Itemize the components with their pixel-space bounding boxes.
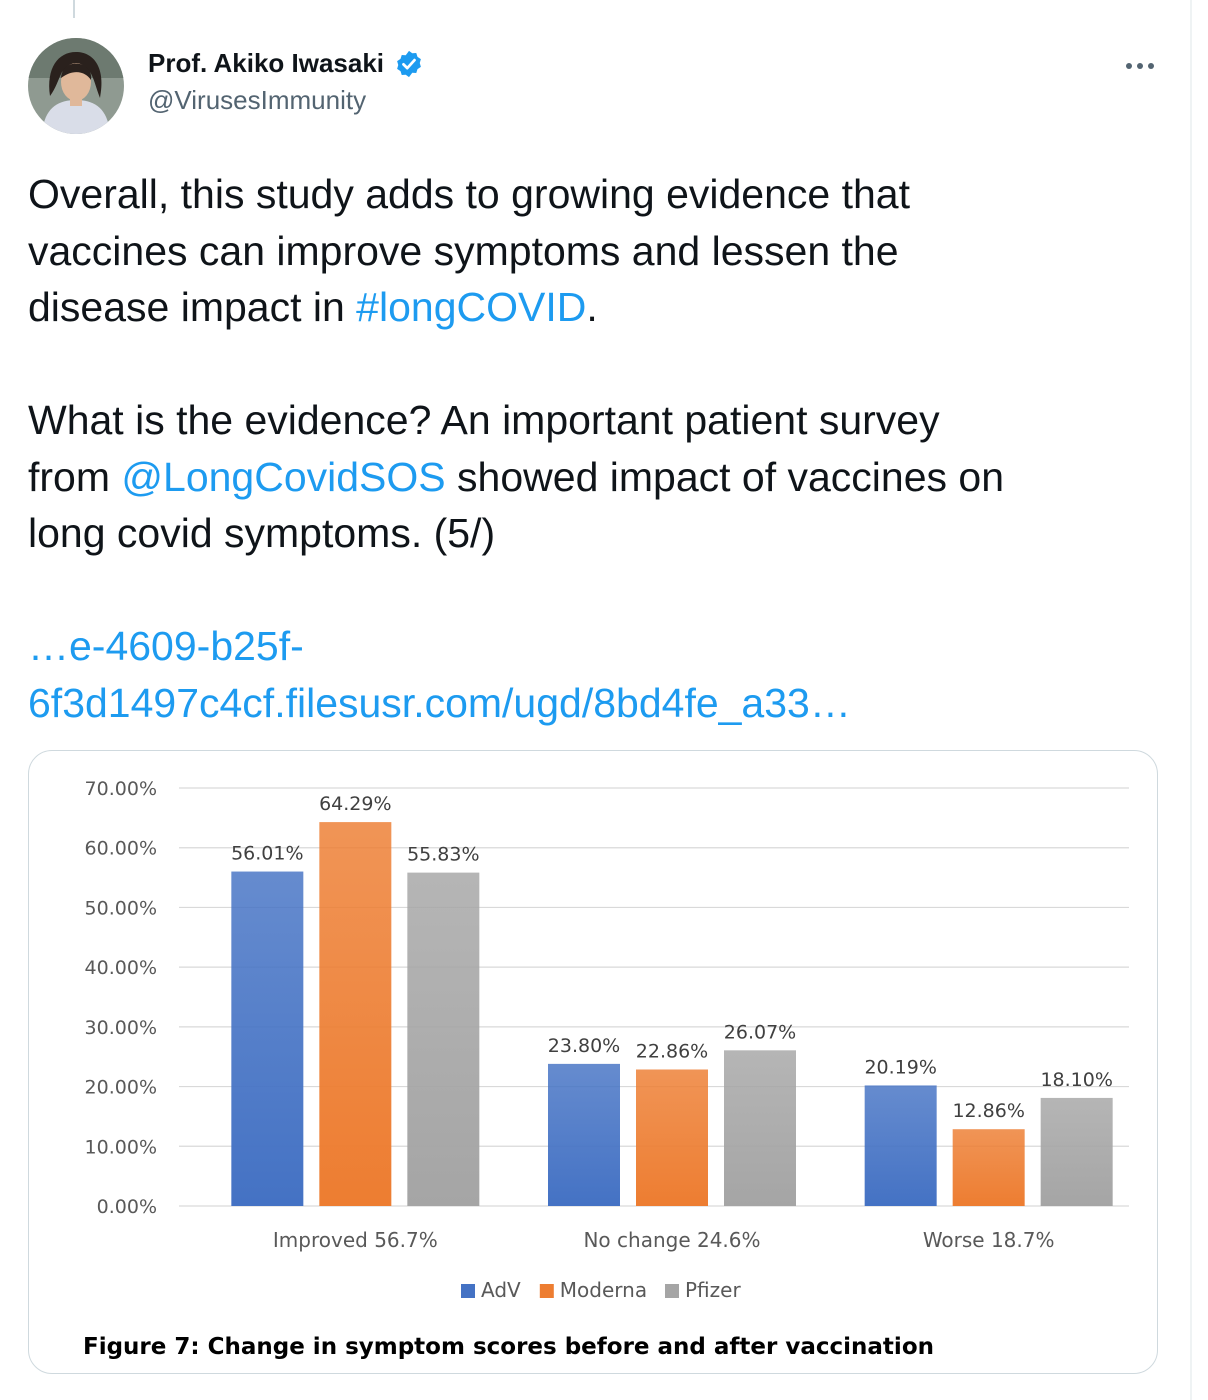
bar-moderna-2 xyxy=(953,1129,1025,1206)
column-divider xyxy=(1190,0,1192,1400)
hashtag-link[interactable]: #longCOVID xyxy=(356,284,587,330)
data-label: 55.83% xyxy=(407,843,480,866)
data-label: 20.19% xyxy=(864,1056,937,1079)
paragraph-gap xyxy=(28,562,1168,619)
x-category-label: Improved 56.7% xyxy=(272,1228,438,1252)
data-label: 23.80% xyxy=(547,1034,621,1057)
bar-moderna-1 xyxy=(636,1069,708,1206)
legend-swatch-moderna xyxy=(540,1284,554,1298)
legend-label: AdV xyxy=(481,1278,521,1302)
y-tick-label: 0.00% xyxy=(96,1196,157,1218)
x-category-label: No change 24.6% xyxy=(583,1228,761,1252)
text-span: showed impact of vaccines on long covid symptoms. (5/) xyxy=(28,453,1005,556)
bar-moderna-0 xyxy=(319,822,391,1206)
bar-adv-0 xyxy=(231,872,303,1206)
y-tick-label: 60.00% xyxy=(84,837,157,860)
data-label: 12.86% xyxy=(952,1100,1025,1123)
data-label: 18.10% xyxy=(1040,1068,1113,1091)
y-tick-label: 30.00% xyxy=(84,1016,157,1039)
text-span: What is the evidence? An important patient survey from xyxy=(28,397,940,500)
author-handle[interactable]: @VirusesImmunity xyxy=(148,85,367,115)
legend-swatch-adv xyxy=(461,1284,475,1298)
legend-label: Moderna xyxy=(559,1278,648,1302)
legend-swatch-pfizer xyxy=(665,1284,679,1298)
media-card[interactable] xyxy=(28,750,1158,1374)
data-label: 56.01% xyxy=(231,842,304,865)
avatar[interactable] xyxy=(28,38,124,134)
legend-label: Pfizer xyxy=(685,1278,741,1302)
more-options-icon[interactable] xyxy=(1120,46,1160,86)
tweet-paragraph-1 xyxy=(28,166,1168,336)
tweet-paragraph-2 xyxy=(28,392,1168,562)
bar-pfizer-2 xyxy=(1041,1098,1113,1206)
bar-pfizer-0 xyxy=(407,873,479,1206)
mention-link[interactable]: @LongCovidSOS xyxy=(121,453,446,500)
author-display-name[interactable]: Prof. Akiko Iwasaki xyxy=(148,48,385,78)
data-label: 26.07% xyxy=(723,1021,797,1044)
chart-caption: Figure 7: Change in symptom scores before and after vaccination xyxy=(83,1334,934,1360)
data-label: 64.29% xyxy=(319,793,392,816)
bar-pfizer-1 xyxy=(724,1050,796,1206)
bar-adv-2 xyxy=(865,1085,937,1206)
tweet-header xyxy=(28,38,1178,138)
y-tick-label: 10.00% xyxy=(84,1136,157,1159)
y-tick-label: 70.00% xyxy=(84,778,157,800)
text-span: Overall, this study adds to growing evidence that vaccines can improve symptoms and lessen the disease impact in xyxy=(28,171,910,330)
author-names xyxy=(148,48,424,116)
thread-connector-line xyxy=(73,0,75,18)
url-link[interactable]: …e-4609-b25f- 6f3d1497c4cf.filesusr.com/ugd/8bd4fe_a33… xyxy=(28,623,851,726)
data-label: 22.86% xyxy=(635,1040,709,1063)
paragraph-gap xyxy=(28,336,1168,393)
y-tick-label: 20.00% xyxy=(84,1076,157,1099)
text-span: . xyxy=(586,284,598,330)
y-tick-label: 50.00% xyxy=(84,897,157,920)
tweet-text xyxy=(28,166,1168,731)
bar-chart xyxy=(29,751,1158,1374)
bar-adv-1 xyxy=(548,1064,620,1206)
verified-badge-icon xyxy=(394,49,424,79)
x-category-label: Worse 18.7% xyxy=(922,1228,1055,1252)
y-tick-label: 40.00% xyxy=(84,957,157,980)
